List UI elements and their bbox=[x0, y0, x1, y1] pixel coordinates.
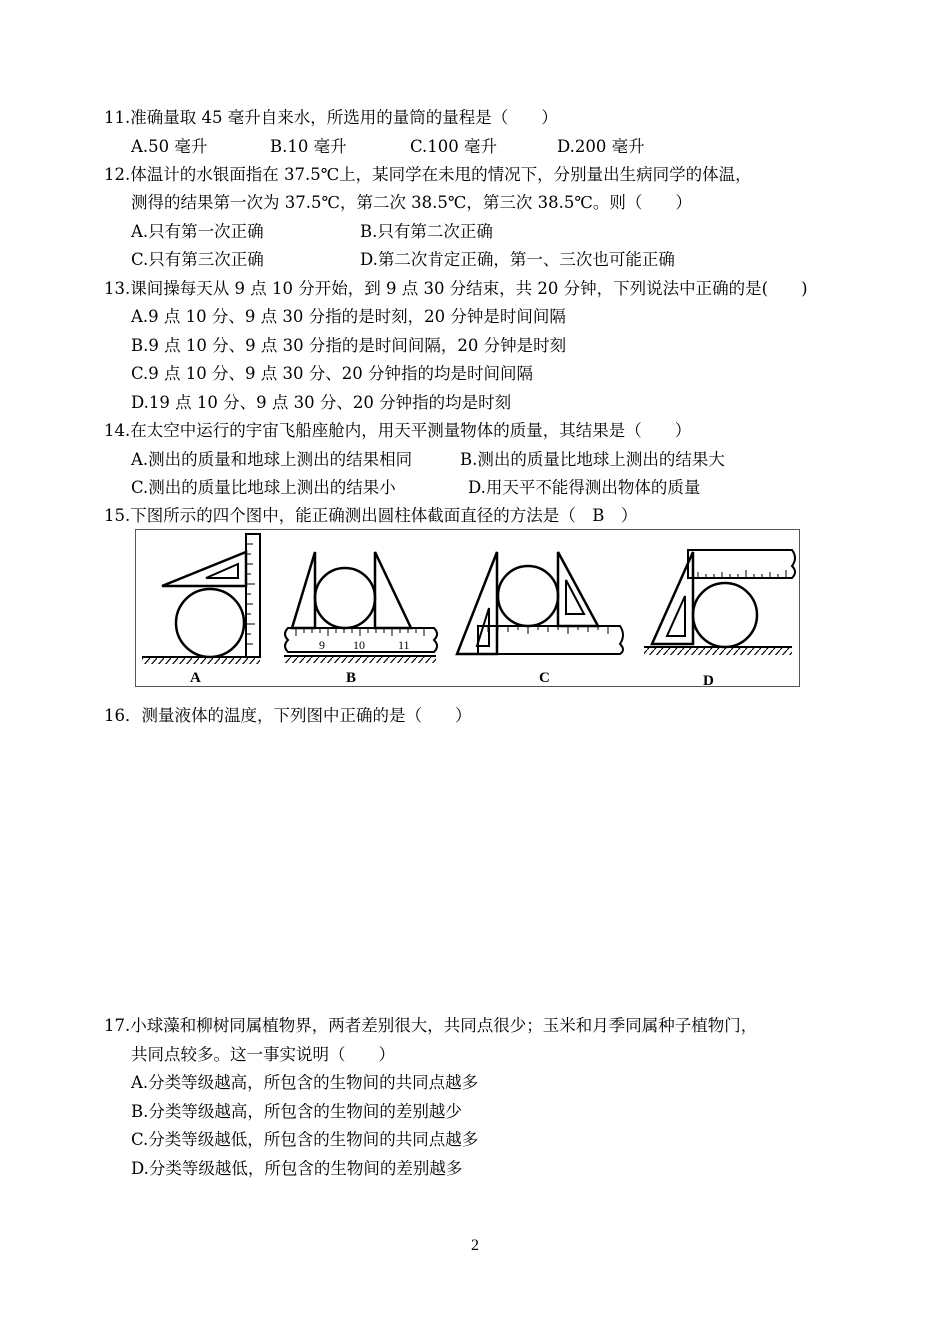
figure-d bbox=[644, 550, 795, 655]
q12-option-d: D.第二次肯定正确，第一、三次也可能正确 bbox=[360, 250, 675, 269]
q14-option-a: A.测出的质量和地球上测出的结果相同 bbox=[131, 450, 413, 469]
q14-option-b: B.测出的质量比地球上测出的结果大 bbox=[460, 450, 725, 469]
figure-label-d: D bbox=[703, 673, 714, 686]
figure-a bbox=[142, 534, 260, 664]
q12-stem-line2: 测得的结果第一次为 37.5℃，第二次 38.5℃，第三次 38.5℃。则（ ） bbox=[131, 193, 692, 212]
ruler-tick-10: 10 bbox=[353, 638, 365, 652]
ruler-tick-11: 11 bbox=[398, 638, 410, 652]
q17-option-a: A.分类等级越高，所包含的生物间的共同点越多 bbox=[131, 1073, 479, 1092]
q17-option-d: D.分类等级越低，所包含的生物间的差别越多 bbox=[131, 1159, 463, 1178]
q12-option-b: B.只有第二次正确 bbox=[360, 222, 493, 241]
q14-stem: 14.在太空中运行的宇宙飞船座舱内，用天平测量物体的质量，其结果是（ ） bbox=[104, 421, 692, 440]
q13-stem: 13.课间操每天从 9 点 10 分开始，到 9 点 30 分结束，共 20 分钟，下列说法中正确的是( ) bbox=[104, 279, 808, 298]
q11-option-d: D.200 毫升 bbox=[557, 137, 645, 156]
q17-stem-line2: 共同点较多。这一事实说明（ ） bbox=[131, 1045, 395, 1064]
q14-option-d: D.用天平不能得测出物体的质量 bbox=[468, 478, 701, 497]
q12-stem-line1: 12.体温计的水银面指在 37.5℃上，某同学在未甩的情况下，分别量出生病同学的体温， bbox=[104, 165, 752, 184]
figure-label-b: B bbox=[346, 670, 357, 686]
q11-option-a: A.50 毫升 bbox=[131, 137, 208, 156]
page-number: 2 bbox=[471, 1237, 479, 1254]
ruler-tick-9: 9 bbox=[319, 638, 325, 652]
figure-label-a: A bbox=[190, 670, 201, 686]
q17-stem-line1: 17.小球藻和柳树同属植物界，两者差别很大，共同点很少；玉米和月季同属种子植物门， bbox=[104, 1016, 758, 1035]
q17-option-c: C.分类等级越低，所包含的生物间的共同点越多 bbox=[131, 1130, 479, 1149]
q15-figure bbox=[135, 529, 800, 687]
q12-option-a: A.只有第一次正确 bbox=[131, 222, 264, 241]
q17-option-b: B.分类等级越高，所包含的生物间的差别越少 bbox=[131, 1102, 462, 1121]
q13-option-b: B.9 点 10 分、9 点 30 分指的是时间间隔，20 分钟是时刻 bbox=[131, 336, 567, 355]
q15-stem: 15.下图所示的四个图中，能正确测出圆柱体截面直径的方法是（ B ） bbox=[104, 506, 638, 525]
q13-option-c: C.9 点 10 分、9 点 30 分、20 分钟指的均是时间间隔 bbox=[131, 364, 533, 383]
q12-option-c: C.只有第三次正确 bbox=[131, 250, 264, 269]
q11-stem: 11.准确量取 45 毫升自来水，所选用的量筒的量程是（ ） bbox=[104, 108, 558, 127]
figure-label-c: C bbox=[539, 670, 550, 686]
figure-c bbox=[457, 552, 623, 654]
q13-option-d: D.19 点 10 分、9 点 30 分、20 分钟指的均是时刻 bbox=[131, 393, 512, 412]
q13-option-a: A.9 点 10 分、9 点 30 分指的是时刻，20 分钟是时间间隔 bbox=[131, 307, 566, 326]
q15-figure-drawing bbox=[136, 530, 799, 686]
q11-option-b: B.10 毫升 bbox=[270, 137, 347, 156]
q11-option-c: C.100 毫升 bbox=[410, 137, 498, 156]
q14-option-c: C.测出的质量比地球上测出的结果小 bbox=[131, 478, 396, 497]
q16-stem: 16．测量液体的温度，下列图中正确的是（ ） bbox=[104, 706, 472, 725]
